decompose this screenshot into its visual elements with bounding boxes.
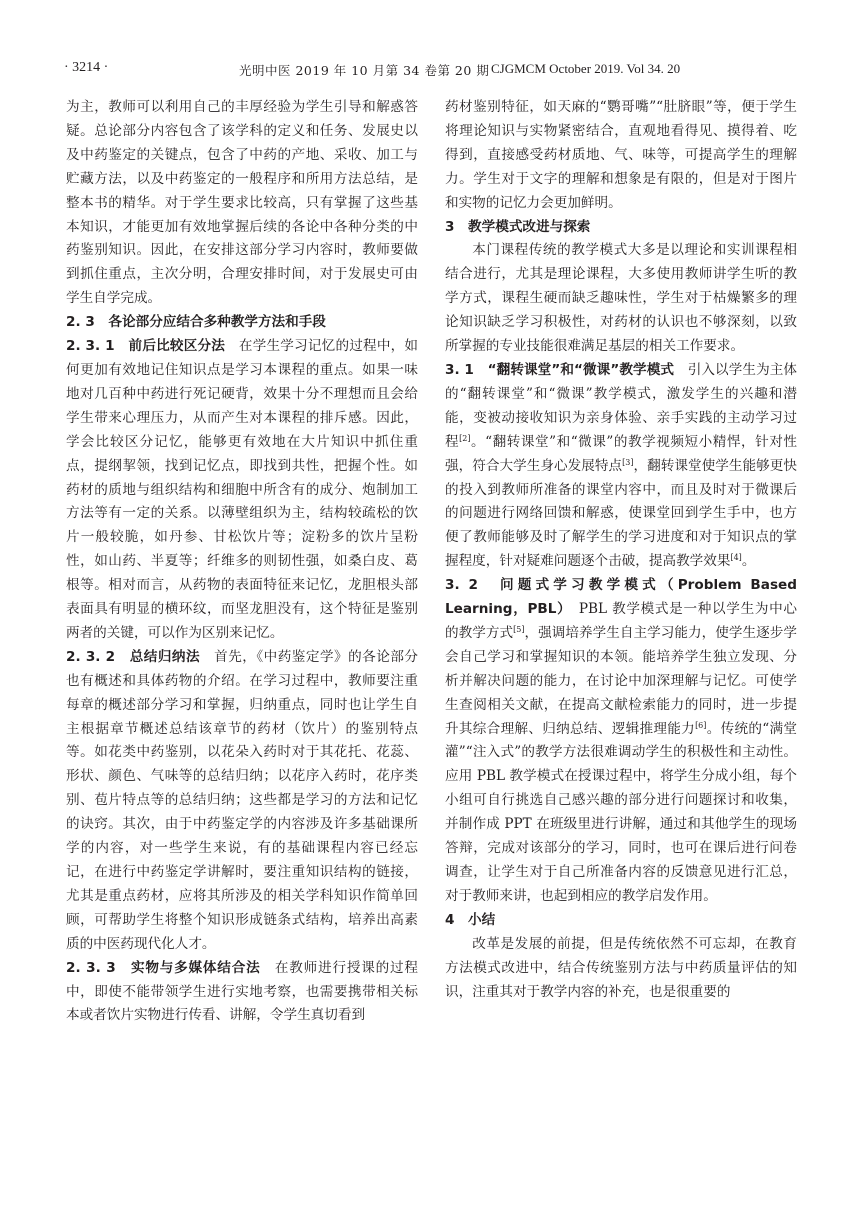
citation-4: [4] bbox=[730, 553, 742, 563]
subsection-3-2 bbox=[445, 574, 797, 909]
subsection-2-3-3 bbox=[66, 957, 418, 1029]
paragraph-general-section: 为主，教师可以利用自己的丰厚经验为学生引导和解惑答疑。总论部分内容包含了该学科的定义和任务、发展史以及中药鉴定的关键点，包含了中药的产地、采收、加工与贮藏方法，以及中药鉴定的一般程序和所用方法总结，是整本书的精华。对于学生要求比较高，只有掌握了这些基本知识，才能更加有效地掌握后续的各论中各种分类的中药鉴别知识。因此，在安排这部分学习内容时，教师要做到抓住重点，主次分明，合理安排时间，对于发展史可由学生自学完成。 bbox=[66, 99, 418, 307]
section-heading-3: 3 教学模式改进与探索 bbox=[445, 218, 591, 235]
subsection-title-2-3-2: 2. 3. 2 总结归纳法 bbox=[66, 648, 201, 665]
subsection-title-3-2: 3. 2 问题式学习教学模式（Problem Based Learning，PBL） bbox=[445, 577, 797, 618]
subsection-title-2-3-1: 2. 3. 1 前后比较区分法 bbox=[66, 338, 226, 355]
subsection-title-3-1: 3. 1 “翻转课堂”和“微课”教学模式 bbox=[445, 361, 675, 378]
paragraph-continuation: 药材鉴别特征，如天麻的“鹦哥嘴”“肚脐眼”等，便于学生将理论知识与实物紧密结合，直观地看得见、摸得着、吃得到，直接感受药材质地、气、味等，可提高学生的理解力。学生对于文字的理解和想象是有限的，但是对于图片和实物的记忆力会更加鲜明。 bbox=[445, 99, 797, 211]
subsection-title-2-3-3: 2. 3. 3 实物与多媒体结合法 bbox=[66, 959, 261, 976]
section-heading-2-3: 2. 3 各论部分应结合多种教学方法和手段 bbox=[66, 314, 326, 331]
subsection-body-3-1-d: 。 bbox=[741, 553, 756, 570]
subsection-2-3-2 bbox=[66, 646, 418, 957]
citation-2: [2] bbox=[459, 433, 471, 443]
subsection-body-3-1-b: 。“翻转课堂”和“微课”的教学视频短小精悍，针对性强，符合大学生身心发展特点 bbox=[445, 433, 798, 474]
subsection-2-3-1 bbox=[66, 335, 418, 646]
left-column bbox=[66, 96, 418, 1028]
right-column bbox=[445, 96, 797, 1004]
paragraph-teaching-mode: 本门课程传统的教学模式大多是以理论和实训课程相结合进行，尤其是理论课程，大多使用教师讲学生听的教学方式，课程生硬而缺乏趣味性，学生对于枯燥繁多的理论知识缺乏学习积极性，对药材的认识也不够深刻，以致所掌握的专业技能很难满足基层的相关工作要求。 bbox=[445, 242, 797, 355]
page-number: · 3214 · bbox=[64, 60, 109, 75]
paragraph-summary: 改革是发展的前提，但是传统依然不可忘却，在教育方法模式改进中，结合传统鉴别方法与中药质量评估的知识，注重其对于教学内容的补充，也是很重要的 bbox=[445, 935, 797, 1000]
citation-5: [5] bbox=[513, 624, 525, 634]
subsection-body-2-3-1: 在学生学习记忆的过程中，如何更加有效地记住知识点是学习本课程的重点。如果一味地对几百种中药进行死记硬背，效果十分不理想而且会给学生带来心理压力，从而产生对本课程的排斥感。因此，学会比较区分记忆，能够更有效地在大片知识中抓住重点，提纲挈领，找到记忆点，即找到共性，把握个性。如药材的质地与组织结构和细胞中所含有的成分、炮制加工方法等有一定的关系。以薄壁组织为主，结构较疏松的饮片一般较脆，如丹参、甘松饮片等；淀粉多的饮片呈粉性，如山药、半夏等；纤维多的则韧性强，如桑白皮、葛根等。相对而言，从药物的表面特征来记忆，龙胆根头部表面具有明显的横环纹，而坚龙胆没有，这个特征是鉴别两者的关键，可以作为区别来记忆。 bbox=[66, 338, 419, 641]
subsection-body-3-2-b: ，强调培养学生自主学习能力，使学生逐步学会自己学习和掌握知识的本领。能培养学生独立发现、分析并解决问题的能力，在讨论中加深理解与记忆。可使学生查阅相关文献，在提高文献检索能力的同时，进一步提升其综合理解、归纳总结、逻辑推理能力 bbox=[445, 624, 798, 737]
citation-3: [3] bbox=[622, 457, 634, 467]
subsection-body-3-2-a: PBL 教学模式是一种以学生为中心的教学方式 bbox=[445, 601, 797, 641]
running-header bbox=[64, 60, 796, 82]
journal-title-en: CJGMCM October 2019. Vol 34. 20 bbox=[491, 61, 681, 76]
subsection-body-3-1-c: ，翻转课堂使学生能够更快的投入到教师所准备的课堂内容中，而且及时对于微课后的问题进行网络回馈和解惑，使课堂回到学生手中，也方便了教师能够及时了解学生的学习进度和对于知识点的掌握程度，针对疑难问题逐个击破，提高教学效果 bbox=[445, 457, 797, 570]
subsection-body-2-3-3: 在教师进行授课的过程中，即使不能带领学生进行实地考察，也需要携带相关标本或者饮片实物进行传看、讲解，令学生真切看到 bbox=[66, 959, 418, 1024]
citation-6: [6] bbox=[695, 720, 707, 730]
subsection-3-1 bbox=[445, 359, 797, 574]
journal-title-cn: 光明中医 2019 年 10 月第 34 卷第 20 期 bbox=[239, 63, 490, 78]
subsection-body-3-2-c: 。传统的“满堂灌”“注入式”的教学方法很难调动学生的积极性和主动性。应用 PBL 教学模式在授课过程中，将学生分成小组，每个小组可自行挑选自己感兴趣的部分进行问题探讨和收集，并制作成 PPT 在班级里进行讲解，通过和其他学生的现场答辩，完成对该部分的学习，同时，也可在课后进行问卷调查，让学生对于自己所准备内容的反馈意见进行汇总，对于教师来讲，也起到相应的教学启发作用。 bbox=[445, 720, 798, 904]
section-heading-4: 4 小结 bbox=[445, 911, 496, 928]
subsection-body-3-1-a: 引入以学生为主体的“翻转课堂”和“微课”教学模式，激发学生的兴趣和潜能，变被动接收知识为亲身体验、亲手实践的主动学习过程 bbox=[445, 361, 797, 450]
subsection-body-2-3-2: 首先，《中药鉴定学》的各论部分也有概述和具体药物的介绍。在学习过程中，教师要注重每章的概述部分学习和掌握，归纳重点，同时也让学生自主根据章节概述总结该章节的药材（饮片）的鉴别特点等。如花类中药鉴别，以花朵入药时对于其花托、花蕊、形状、颜色、气味等的总结归纳；以花序入药时，花序类别、苞片特点等的总结归纳；这些都是学习的方法和记忆的诀窍。其次，由于中药鉴定学的内容涉及许多基础课所学的内容，对一些学生来说，有的基础课程内容已经忘记，在进行中药鉴定学讲解时，要注重知识结构的链接，尤其是重点药材，应将其所涉及的相关学科知识作简单回顾，可帮助学生将整个知识形成链条式结构，培养出高素质的中医药现代化人才。 bbox=[66, 648, 419, 952]
